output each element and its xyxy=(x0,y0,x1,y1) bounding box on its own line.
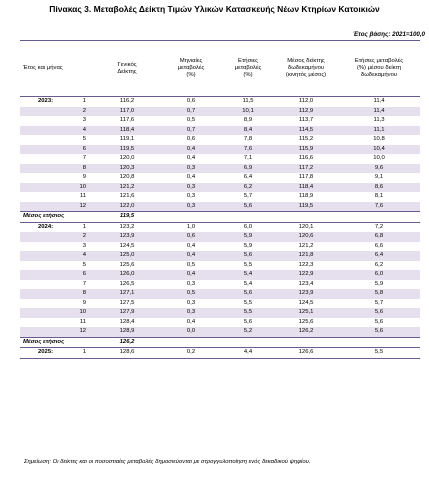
month-cell: 4 xyxy=(70,126,94,136)
month-cell: 8 xyxy=(70,164,94,174)
avg12-cell: 126,2 xyxy=(274,327,338,337)
table-row xyxy=(20,327,420,337)
header-avg12-change-line: (%) μέσου δείκτη xyxy=(356,65,402,71)
avg12-cell: 113,7 xyxy=(274,116,338,126)
annual-change-cell: 7,8 xyxy=(222,135,274,145)
monthly-change-cell: 0,4 xyxy=(160,145,222,155)
avg12-change-cell: 8,1 xyxy=(338,192,420,202)
avg12-change-cell: 9,6 xyxy=(338,164,420,174)
monthly-change-cell: 0,3 xyxy=(160,299,222,309)
avg12-change-cell: 5,5 xyxy=(338,348,420,359)
month-cell: 6 xyxy=(70,145,94,155)
monthly-change-cell: 0,7 xyxy=(160,126,222,136)
year-cell xyxy=(20,261,70,271)
avg12-cell: 117,2 xyxy=(274,164,338,174)
month-cell: 10 xyxy=(70,183,94,193)
index-cell: 117,0 xyxy=(94,107,160,117)
year-cell xyxy=(20,242,70,252)
avg12-change-cell: 11,1 xyxy=(338,126,420,136)
monthly-change-cell: 0,6 xyxy=(160,97,222,107)
avg12-change-cell: 5,9 xyxy=(338,280,420,290)
index-cell: 126,5 xyxy=(94,280,160,290)
annual-change-cell: 8,9 xyxy=(222,116,274,126)
month-cell: 1 xyxy=(70,222,94,232)
header-row xyxy=(20,41,420,97)
table-row xyxy=(20,261,420,271)
avg12-change-cell: 5,6 xyxy=(338,327,420,337)
month-cell: 11 xyxy=(70,318,94,328)
month-cell: 4 xyxy=(70,251,94,261)
month-cell: 10 xyxy=(70,308,94,318)
index-cell: 119,5 xyxy=(94,145,160,155)
header-avg12-change xyxy=(338,41,420,97)
annual-average-value: 119,5 xyxy=(94,212,160,223)
index-cell: 121,2 xyxy=(94,183,160,193)
year-cell xyxy=(20,192,70,202)
avg12-cell: 114,5 xyxy=(274,126,338,136)
avg12-cell: 121,8 xyxy=(274,251,338,261)
avg12-change-cell: 10,8 xyxy=(338,135,420,145)
year-label: 2023: xyxy=(20,97,70,107)
header-monthly-line: μεταβολές xyxy=(177,65,205,71)
table-row xyxy=(20,164,420,174)
month-cell: 2 xyxy=(70,107,94,117)
avg12-cell: 117,8 xyxy=(274,173,338,183)
year-cell xyxy=(20,107,70,117)
header-year-month: Έτος και μήνας xyxy=(20,41,94,97)
index-cell: 122,0 xyxy=(94,202,160,212)
table-row xyxy=(20,348,420,359)
table-row xyxy=(20,280,420,290)
annual-change-cell: 5,9 xyxy=(222,232,274,242)
annual-change-cell: 7,1 xyxy=(222,154,274,164)
avg12-change-cell: 11,4 xyxy=(338,97,420,107)
index-cell: 126,0 xyxy=(94,270,160,280)
year-cell xyxy=(20,289,70,299)
table-row xyxy=(20,145,420,155)
annual-change-cell: 6,0 xyxy=(222,222,274,232)
empty-cell xyxy=(338,337,420,348)
annual-change-cell: 5,5 xyxy=(222,261,274,271)
header-index-line: Γενικός xyxy=(117,61,137,68)
year-cell xyxy=(20,126,70,136)
month-cell: 3 xyxy=(70,242,94,252)
annual-change-cell: 7,6 xyxy=(222,145,274,155)
monthly-change-cell: 0,4 xyxy=(160,270,222,280)
index-cell: 128,9 xyxy=(94,327,160,337)
annual-change-cell: 11,5 xyxy=(222,97,274,107)
avg12-change-cell: 6,6 xyxy=(338,242,420,252)
year-cell xyxy=(20,145,70,155)
month-cell: 5 xyxy=(70,261,94,271)
avg12-change-cell: 6,8 xyxy=(338,232,420,242)
index-cell: 121,6 xyxy=(94,192,160,202)
avg12-change-cell: 10,4 xyxy=(338,145,420,155)
index-cell: 116,2 xyxy=(94,97,160,107)
avg12-cell: 118,9 xyxy=(274,192,338,202)
annual-average-row xyxy=(20,337,420,348)
year-cell xyxy=(20,232,70,242)
avg12-cell: 123,4 xyxy=(274,280,338,290)
month-cell: 12 xyxy=(70,327,94,337)
year-cell xyxy=(20,299,70,309)
monthly-change-cell: 0,4 xyxy=(160,173,222,183)
year-cell xyxy=(20,308,70,318)
empty-cell xyxy=(222,212,274,223)
index-table xyxy=(20,40,420,359)
month-cell: 5 xyxy=(70,135,94,145)
monthly-change-cell: 1,0 xyxy=(160,222,222,232)
header-avg12-change-line: δωδεκαμήνου xyxy=(360,72,398,78)
empty-cell xyxy=(274,337,338,348)
table-row xyxy=(20,116,420,126)
index-cell: 123,9 xyxy=(94,232,160,242)
annual-change-cell: 5,6 xyxy=(222,251,274,261)
annual-change-cell: 5,4 xyxy=(222,280,274,290)
month-cell: 1 xyxy=(70,97,94,107)
avg12-change-cell: 5,7 xyxy=(338,299,420,309)
annual-average-label: Μέσος ετήσιος xyxy=(20,212,94,223)
avg12-change-cell: 7,2 xyxy=(338,222,420,232)
year-cell xyxy=(20,164,70,174)
empty-cell xyxy=(222,337,274,348)
index-cell: 127,9 xyxy=(94,308,160,318)
year-label: 2025: xyxy=(20,348,70,359)
table-row xyxy=(20,232,420,242)
index-cell: 125,0 xyxy=(94,251,160,261)
header-annual-line: Ετήσιες xyxy=(238,58,258,64)
avg12-cell: 116,6 xyxy=(274,154,338,164)
avg12-change-cell: 10,0 xyxy=(338,154,420,164)
month-cell: 7 xyxy=(70,154,94,164)
table-row xyxy=(20,242,420,252)
avg12-cell: 120,6 xyxy=(274,232,338,242)
monthly-change-cell: 0,3 xyxy=(160,192,222,202)
annual-change-cell: 8,4 xyxy=(222,126,274,136)
avg12-cell: 120,1 xyxy=(274,222,338,232)
index-cell: 127,1 xyxy=(94,289,160,299)
month-cell: 12 xyxy=(70,202,94,212)
table-row xyxy=(20,183,420,193)
monthly-change-cell: 0,4 xyxy=(160,318,222,328)
empty-cell xyxy=(274,212,338,223)
avg12-change-cell: 11,3 xyxy=(338,116,420,126)
year-cell xyxy=(20,318,70,328)
monthly-change-cell: 0,6 xyxy=(160,135,222,145)
header-monthly xyxy=(160,41,222,97)
annual-change-cell: 10,1 xyxy=(222,107,274,117)
header-monthly-line: (%) xyxy=(186,72,196,78)
year-cell xyxy=(20,202,70,212)
monthly-change-cell: 0,3 xyxy=(160,308,222,318)
table-body xyxy=(20,97,420,359)
table-row xyxy=(20,202,420,212)
index-cell: 119,1 xyxy=(94,135,160,145)
annual-change-cell: 6,9 xyxy=(222,164,274,174)
avg12-change-cell: 6,4 xyxy=(338,251,420,261)
avg12-change-cell: 7,6 xyxy=(338,202,420,212)
annual-average-row xyxy=(20,212,420,223)
annual-change-cell: 5,2 xyxy=(222,327,274,337)
avg12-cell: 115,9 xyxy=(274,145,338,155)
monthly-change-cell: 0,4 xyxy=(160,251,222,261)
year-cell xyxy=(20,173,70,183)
avg12-change-cell: 8,6 xyxy=(338,183,420,193)
month-cell: 3 xyxy=(70,116,94,126)
index-cell: 128,4 xyxy=(94,318,160,328)
header-avg12-line: δωδεκαμήνου xyxy=(287,65,325,71)
header-avg12-line: (κινητός μέσος) xyxy=(285,72,327,78)
annual-change-cell: 5,5 xyxy=(222,299,274,309)
year-cell xyxy=(20,280,70,290)
avg12-cell: 125,6 xyxy=(274,318,338,328)
avg12-cell: 123,9 xyxy=(274,289,338,299)
year-label: 2024: xyxy=(20,222,70,232)
annual-change-cell: 5,9 xyxy=(222,242,274,252)
month-cell: 8 xyxy=(70,289,94,299)
avg12-cell: 125,1 xyxy=(274,308,338,318)
index-cell: 120,3 xyxy=(94,164,160,174)
avg12-cell: 124,5 xyxy=(274,299,338,309)
month-cell: 1 xyxy=(70,348,94,359)
monthly-change-cell: 0,4 xyxy=(160,154,222,164)
header-monthly-line: Μηνιαίες xyxy=(179,58,203,64)
index-cell: 125,6 xyxy=(94,261,160,271)
table-row xyxy=(20,289,420,299)
avg12-change-cell: 5,6 xyxy=(338,308,420,318)
header-avg12-line: Μέσος δείκτης xyxy=(287,58,325,64)
header-index xyxy=(94,41,160,97)
annual-change-cell: 4,4 xyxy=(222,348,274,359)
month-cell: 2 xyxy=(70,232,94,242)
monthly-change-cell: 0,5 xyxy=(160,289,222,299)
monthly-change-cell: 0,7 xyxy=(160,107,222,117)
month-cell: 7 xyxy=(70,280,94,290)
table-row xyxy=(20,154,420,164)
table-row xyxy=(20,318,420,328)
monthly-change-cell: 0,6 xyxy=(160,232,222,242)
monthly-change-cell: 0,5 xyxy=(160,261,222,271)
table-row xyxy=(20,126,420,136)
index-cell: 117,6 xyxy=(94,116,160,126)
monthly-change-cell: 0,3 xyxy=(160,280,222,290)
base-year-note: Έτος βάσης: 2021=100,0 xyxy=(352,31,425,38)
annual-change-cell: 6,4 xyxy=(222,173,274,183)
index-cell: 120,8 xyxy=(94,173,160,183)
avg12-cell: 126,6 xyxy=(274,348,338,359)
avg12-change-cell: 9,1 xyxy=(338,173,420,183)
table-row xyxy=(20,270,420,280)
annual-change-cell: 5,6 xyxy=(222,289,274,299)
annual-change-cell: 5,6 xyxy=(222,202,274,212)
header-annual xyxy=(222,41,274,97)
header-avg12 xyxy=(274,41,338,97)
avg12-cell: 119,5 xyxy=(274,202,338,212)
table-row xyxy=(20,299,420,309)
footnote: Σημείωση: Οι δείκτες και οι ποσοστιαίες μεταβολές δημοσιεύονται με στρογγυλοποίηση ενός δεκαδικού ψηφίου. xyxy=(24,459,311,465)
annual-change-cell: 6,2 xyxy=(222,183,274,193)
index-cell: 128,6 xyxy=(94,348,160,359)
monthly-change-cell: 0,3 xyxy=(160,183,222,193)
index-cell: 124,5 xyxy=(94,242,160,252)
avg12-cell: 112,0 xyxy=(274,97,338,107)
avg12-change-cell: 6,0 xyxy=(338,270,420,280)
table-row xyxy=(20,135,420,145)
avg12-change-cell: 5,8 xyxy=(338,289,420,299)
index-cell: 127,5 xyxy=(94,299,160,309)
year-cell xyxy=(20,135,70,145)
month-cell: 11 xyxy=(70,192,94,202)
table-row xyxy=(20,107,420,117)
table-title: Πίνακας 3. Μεταβολές Δείκτη Τιμών Υλικών Κατασκευής Νέων Κτηρίων Κατοικιών xyxy=(49,4,380,14)
month-cell: 9 xyxy=(70,173,94,183)
table-row xyxy=(20,251,420,261)
monthly-change-cell: 0,3 xyxy=(160,164,222,174)
annual-average-label: Μέσος ετήσιος xyxy=(20,337,94,348)
table-row xyxy=(20,192,420,202)
avg12-cell: 122,9 xyxy=(274,270,338,280)
table-row xyxy=(20,222,420,232)
header-avg12-change-line: Ετήσιες μεταβολές xyxy=(354,58,404,64)
year-cell xyxy=(20,270,70,280)
year-cell xyxy=(20,116,70,126)
month-cell: 9 xyxy=(70,299,94,309)
annual-change-cell: 5,6 xyxy=(222,318,274,328)
index-cell: 120,0 xyxy=(94,154,160,164)
avg12-cell: 118,4 xyxy=(274,183,338,193)
empty-cell xyxy=(160,212,222,223)
avg12-cell: 112,9 xyxy=(274,107,338,117)
table-row xyxy=(20,97,420,107)
year-cell xyxy=(20,154,70,164)
header-annual-line: (%) xyxy=(243,72,253,78)
monthly-change-cell: 0,3 xyxy=(160,202,222,212)
header-annual-line: μεταβολές xyxy=(234,65,262,71)
annual-change-cell: 5,7 xyxy=(222,192,274,202)
month-cell: 6 xyxy=(70,270,94,280)
table-row xyxy=(20,173,420,183)
monthly-change-cell: 0,5 xyxy=(160,116,222,126)
avg12-cell: 122,3 xyxy=(274,261,338,271)
annual-change-cell: 5,4 xyxy=(222,270,274,280)
index-cell: 118,4 xyxy=(94,126,160,136)
avg12-cell: 115,2 xyxy=(274,135,338,145)
monthly-change-cell: 0,4 xyxy=(160,242,222,252)
year-cell xyxy=(20,327,70,337)
monthly-change-cell: 0,2 xyxy=(160,348,222,359)
annual-change-cell: 5,5 xyxy=(222,308,274,318)
year-cell xyxy=(20,183,70,193)
index-cell: 123,2 xyxy=(94,222,160,232)
avg12-change-cell: 6,2 xyxy=(338,261,420,271)
header-index-line: Δείκτης xyxy=(117,68,137,75)
annual-average-value: 126,2 xyxy=(94,337,160,348)
avg12-change-cell: 5,6 xyxy=(338,318,420,328)
monthly-change-cell: 0,0 xyxy=(160,327,222,337)
avg12-cell: 121,2 xyxy=(274,242,338,252)
empty-cell xyxy=(338,212,420,223)
table-row xyxy=(20,308,420,318)
empty-cell xyxy=(160,337,222,348)
year-cell xyxy=(20,251,70,261)
avg12-change-cell: 11,4 xyxy=(338,107,420,117)
